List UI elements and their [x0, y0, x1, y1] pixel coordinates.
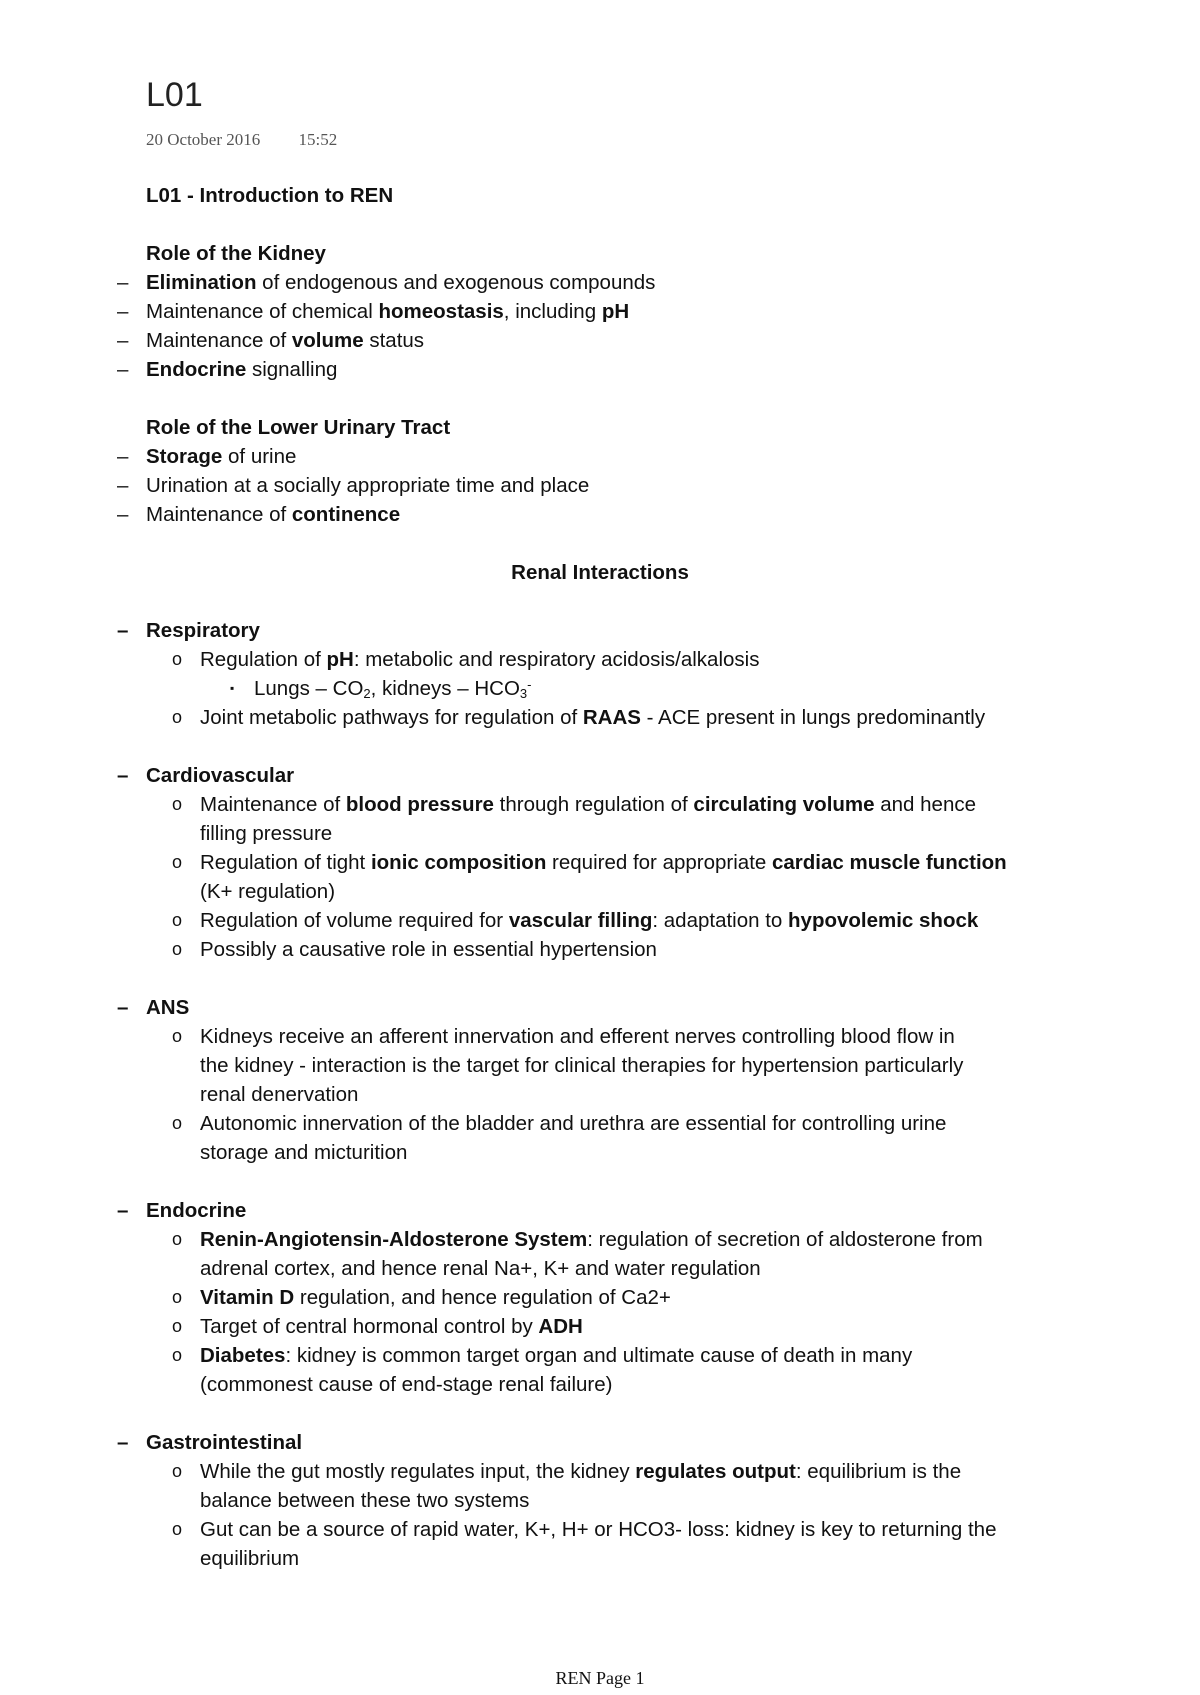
bullet-marker: –	[117, 474, 129, 497]
page-date: 20 October 2016	[146, 130, 261, 149]
bullet-marker: o	[172, 1229, 183, 1249]
page-footer: REN Page 1	[555, 1668, 645, 1688]
bullet-marker: –	[117, 271, 129, 294]
bullet-marker: o	[172, 1519, 183, 1539]
list-item-continuation: the kidney - interaction is the target for clinical therapies for hypertension particularly	[200, 1054, 964, 1077]
bullet-marker: o	[172, 1113, 183, 1133]
list-item-continuation: adrenal cortex, and hence renal Na+, K+ and water regulation	[200, 1257, 761, 1280]
bullet-marker: o	[172, 1287, 183, 1307]
bullet-marker: –	[117, 1199, 129, 1222]
bullet-marker: o	[172, 1461, 183, 1481]
list-item: o Regulation of pH: metabolic and respiratory acidosis/alkalosis	[0, 645, 1200, 674]
list-item: o Regulation of tight ionic composition required for appropriate cardiac muscle function	[0, 848, 1200, 877]
respiratory-heading: – Respiratory	[0, 616, 1200, 645]
renal-interactions-title: Renal Interactions	[511, 561, 689, 584]
list-item: o Regulation of volume required for vascular filling: adaptation to hypovolemic shock	[0, 906, 1200, 935]
list-item: o Vitamin D regulation, and hence regulation of Ca2+	[0, 1283, 1200, 1312]
lut-section-title: Role of the Lower Urinary Tract	[146, 416, 451, 439]
list-item: o Renin-Angiotensin-Aldosterone System: regulation of secretion of aldosterone from	[0, 1225, 1200, 1254]
list-item: o Kidneys receive an afferent innervation and efferent nerves controlling blood flow in	[0, 1022, 1200, 1051]
list-item-continuation: storage and micturition	[200, 1141, 408, 1164]
bullet-marker: o	[172, 707, 183, 727]
bullet-marker: o	[172, 1316, 183, 1336]
bullet-marker: o	[172, 910, 183, 930]
bullet-marker: o	[172, 852, 183, 872]
list-item: – Maintenance of volume status	[0, 326, 1200, 355]
list-item: – Urination at a socially appropriate time and place	[0, 471, 1200, 500]
bullet-marker: o	[172, 794, 183, 814]
list-item: o Joint metabolic pathways for regulation of RAAS - ACE present in lungs predominantly	[0, 703, 1200, 732]
bullet-marker: o	[172, 649, 183, 669]
list-item: – Endocrine signalling	[0, 355, 1200, 384]
page-title: L01	[146, 76, 203, 114]
list-item: o Target of central hormonal control by ADH	[0, 1312, 1200, 1341]
list-item: – Maintenance of continence	[0, 500, 1200, 529]
bullet-marker: o	[172, 1026, 183, 1046]
note-heading: L01 - Introduction to REN	[146, 184, 394, 207]
bullet-marker: o	[172, 939, 183, 959]
bullet-marker: –	[117, 503, 129, 526]
bullet-marker: –	[117, 445, 129, 468]
list-item: o While the gut mostly regulates input, the kidney regulates output: equilibrium is the	[0, 1457, 1200, 1486]
list-item: ▪ Lungs – $CO_2$, kidneys – $HCO_3^-$	[0, 674, 1200, 703]
bullet-marker: –	[117, 619, 129, 642]
list-item: – Elimination of endogenous and exogenous compounds	[0, 268, 1200, 297]
list-item: o Maintenance of blood pressure through regulation of circulating volume and hence	[0, 790, 1200, 819]
ans-heading: – ANS	[0, 993, 1200, 1022]
cardiovascular-heading: – Cardiovascular	[0, 761, 1200, 790]
bullet-marker: –	[117, 996, 129, 1019]
bullet-marker: ▪	[230, 681, 235, 695]
note-body	[0, 181, 1200, 1573]
list-item: – Maintenance of chemical homeostasis, including pH	[0, 297, 1200, 326]
list-item: o Autonomic innervation of the bladder and urethra are essential for controlling urine	[0, 1109, 1200, 1138]
list-item-continuation: renal denervation	[200, 1083, 359, 1106]
list-item-continuation: balance between these two systems	[200, 1489, 530, 1512]
list-item: o Diabetes: kidney is common target organ and ultimate cause of death in many	[0, 1341, 1200, 1370]
kidney-section-title: Role of the Kidney	[146, 242, 326, 265]
page-meta	[146, 130, 337, 150]
bullet-marker: –	[117, 1431, 129, 1454]
bullet-marker: –	[117, 358, 129, 381]
list-item: o Gut can be a source of rapid water, K+, H+ or HCO3- loss: kidney is key to returning the	[0, 1515, 1200, 1544]
list-item: o Possibly a causative role in essential hypertension	[0, 935, 1200, 964]
list-item-continuation: (K+ regulation)	[200, 880, 336, 903]
bullet-marker: –	[117, 764, 129, 787]
list-item: – Storage of urine	[0, 442, 1200, 471]
gastrointestinal-heading: – Gastrointestinal	[0, 1428, 1200, 1457]
list-item-continuation: (commonest cause of end-stage renal failure)	[200, 1373, 613, 1396]
bullet-marker: –	[117, 329, 129, 352]
list-item-continuation: equilibrium	[200, 1547, 300, 1570]
bullet-marker: o	[172, 1345, 183, 1365]
page-time: 15:52	[298, 130, 338, 149]
endocrine-heading: – Endocrine	[0, 1196, 1200, 1225]
bullet-marker: –	[117, 300, 129, 323]
list-item-continuation: filling pressure	[200, 822, 333, 845]
